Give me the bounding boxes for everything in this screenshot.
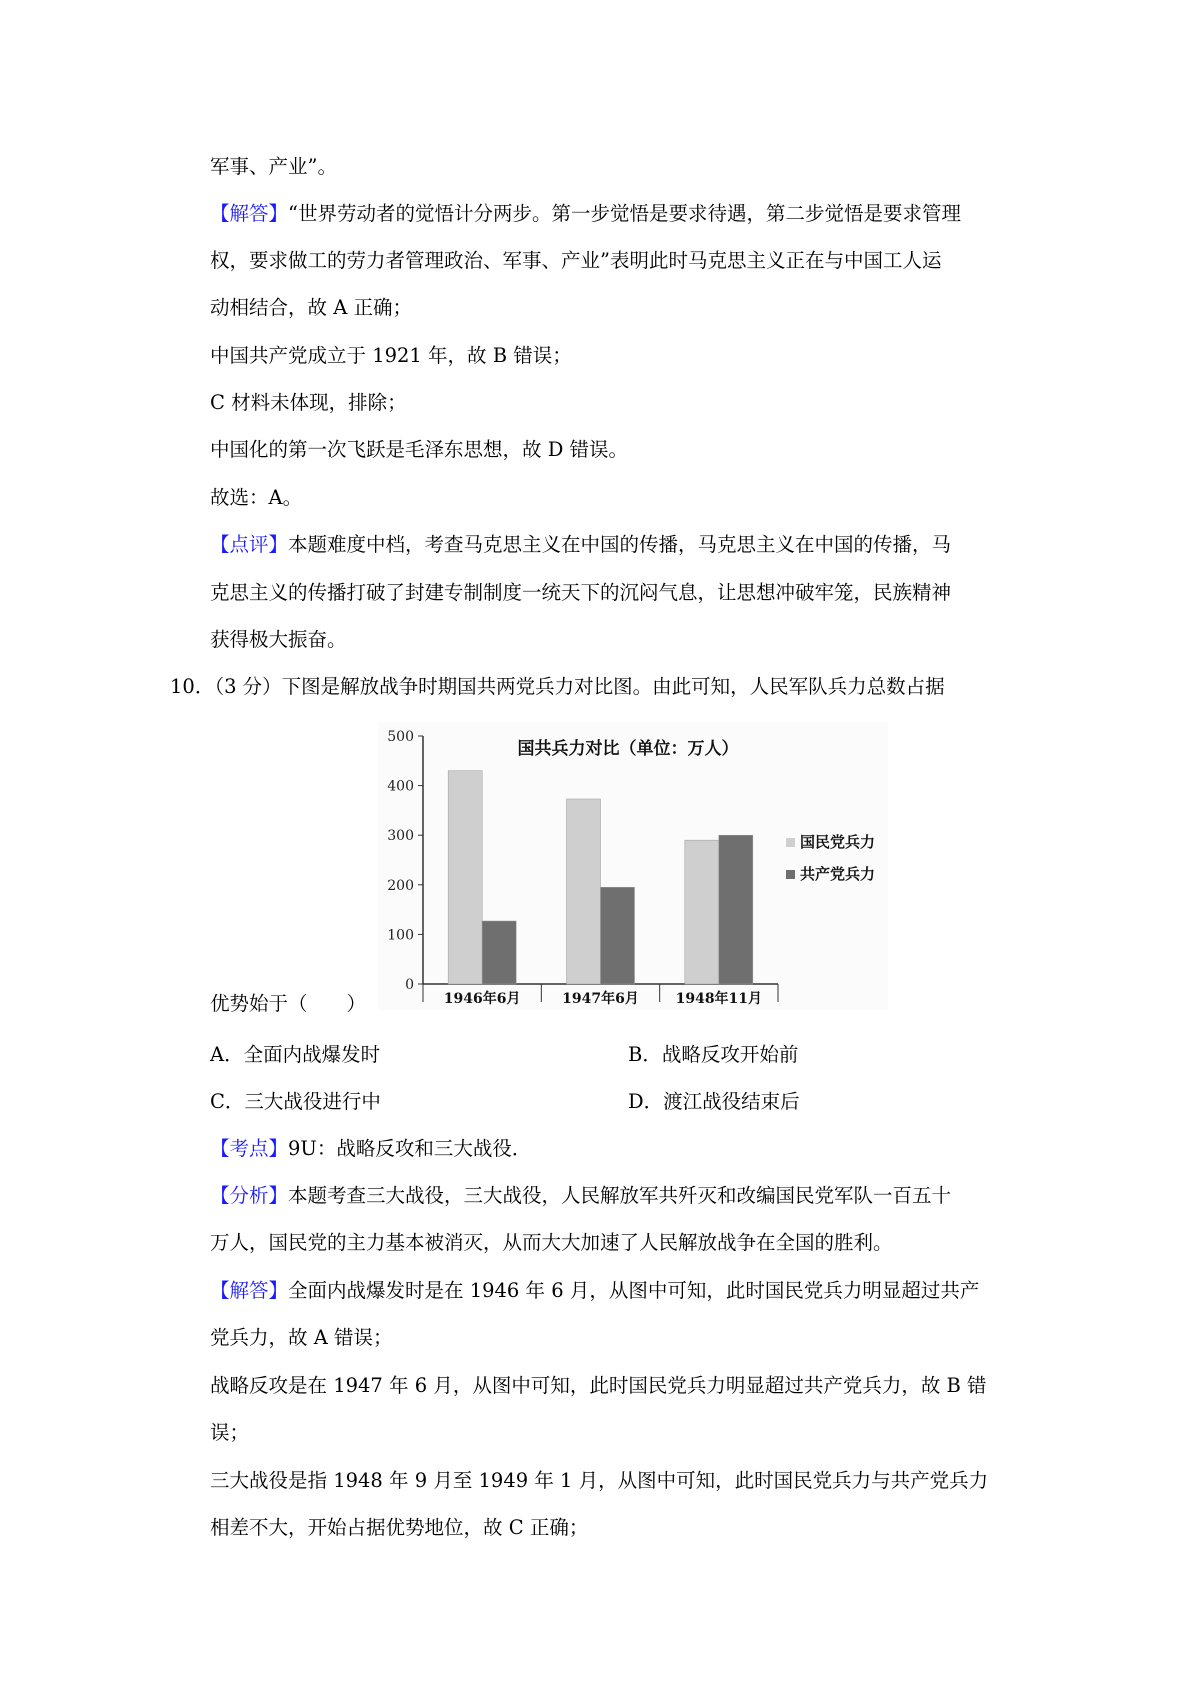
legend-label: 共产党兵力 (800, 865, 876, 883)
text-line: 中国化的第一次飞跃是毛泽东思想，故 D 错误。 (210, 438, 629, 461)
comment-tag: 【点评】 (210, 533, 289, 556)
bar-kmt (567, 799, 601, 984)
bar-kmt (448, 771, 482, 984)
text-line: 相差不大，开始占据优势地位，故 C 正确； (210, 1516, 589, 1539)
legend-swatch (786, 838, 795, 847)
y-tick-label: 400 (387, 778, 414, 795)
comment-text: 本题难度中档，考查马克思主义在中国的传播，马克思主义在中国的传播，马 (288, 533, 952, 556)
bar-chart (378, 722, 888, 1010)
chart-svg (378, 722, 888, 1010)
y-tick-label: 100 (387, 927, 414, 944)
chart-title: 国共兵力对比（单位：万人） (517, 739, 739, 759)
answer-text: 全面内战爆发时是在 1946 年 6 月，从图中可知，此时国民党兵力明显超过共产 (288, 1279, 980, 1302)
text-line: 党兵力，故 A 错误； (210, 1326, 393, 1349)
question-stem: 10．（3 分）下图是解放战争时期国共两党兵力对比图。由此可知，人民军队兵力总数占据 (170, 675, 945, 698)
analysis-tag: 【分析】 (210, 1184, 289, 1207)
text-line: 获得极大振奋。 (210, 628, 347, 651)
x-tick-label: 1946年6月 (443, 991, 521, 1007)
x-tick-label: 1947年6月 (562, 991, 639, 1007)
answer-paragraph-line (210, 1276, 979, 1306)
text-line: 万人，国民党的主力基本被消灭，从而大大加速了人民解放战争在全国的胜利。 (210, 1231, 893, 1254)
bar-ccp (719, 835, 753, 984)
text-line: 动相结合，故 A 正确； (210, 296, 412, 319)
knowledge-point-tag: 【考点】 (210, 1137, 289, 1160)
text-line: C 材料未体现，排除； (210, 391, 407, 414)
option-c: C．三大战役进行中 (210, 1090, 381, 1113)
question-stem-end: 优势始于（ ） (210, 992, 367, 1015)
option-a: A．全面内战爆发时 (210, 1043, 381, 1066)
text-line: 克思主义的传播打破了封建专制制度一统天下的沉闷气息，让思想冲破牢笼，民族精神 (210, 581, 952, 604)
text-line: 战略反攻是在 1947 年 6 月，从图中可知，此时国民党兵力明显超过共产党兵力，故 B 错 (210, 1374, 987, 1397)
text-line: 中国共产党成立于 1921 年，故 B 错误； (210, 344, 572, 367)
answer-text: “世界劳动者的觉悟计分两步。第一步觉悟是要求待遇，第二步觉悟是要求管理 (288, 202, 961, 225)
bar-ccp (601, 887, 635, 984)
text-line: 误； (210, 1421, 250, 1444)
knowledge-point-line (210, 1134, 531, 1164)
legend-label: 国民党兵力 (800, 833, 876, 851)
bar-ccp (482, 921, 516, 984)
knowledge-point-text: 9U：战略反攻和三大战役． (288, 1137, 532, 1160)
analysis-text: 本题考查三大战役，三大战役，人民解放军共歼灭和改编国民党军队一百五十 (288, 1184, 952, 1207)
text-line: 军事、产业”。 (210, 155, 337, 178)
answer-tag: 【解答】 (210, 1279, 289, 1302)
comment-paragraph-line (210, 530, 951, 560)
text-line: 故选：A。 (210, 486, 303, 509)
answer-paragraph-line (210, 199, 961, 229)
text-line: 权，要求做工的劳力者管理政治、军事、产业”表明此时马克思主义正在与中国工人运 (210, 249, 942, 272)
y-tick-label: 200 (387, 877, 414, 894)
y-tick-label: 0 (405, 977, 414, 993)
analysis-paragraph-line (210, 1181, 951, 1211)
legend-swatch (786, 870, 795, 879)
answer-tag: 【解答】 (210, 202, 289, 225)
y-tick-label: 300 (387, 828, 414, 845)
x-tick-label: 1948年11月 (675, 991, 763, 1007)
option-d: D．渡江战役结束后 (628, 1090, 800, 1113)
y-tick-label: 500 (387, 729, 414, 745)
bar-kmt (685, 840, 719, 984)
text-line: 三大战役是指 1948 年 9 月至 1949 年 1 月，从图中可知，此时国民党兵力与共产党兵力 (210, 1469, 989, 1492)
option-b: B．战略反攻开始前 (628, 1043, 799, 1066)
